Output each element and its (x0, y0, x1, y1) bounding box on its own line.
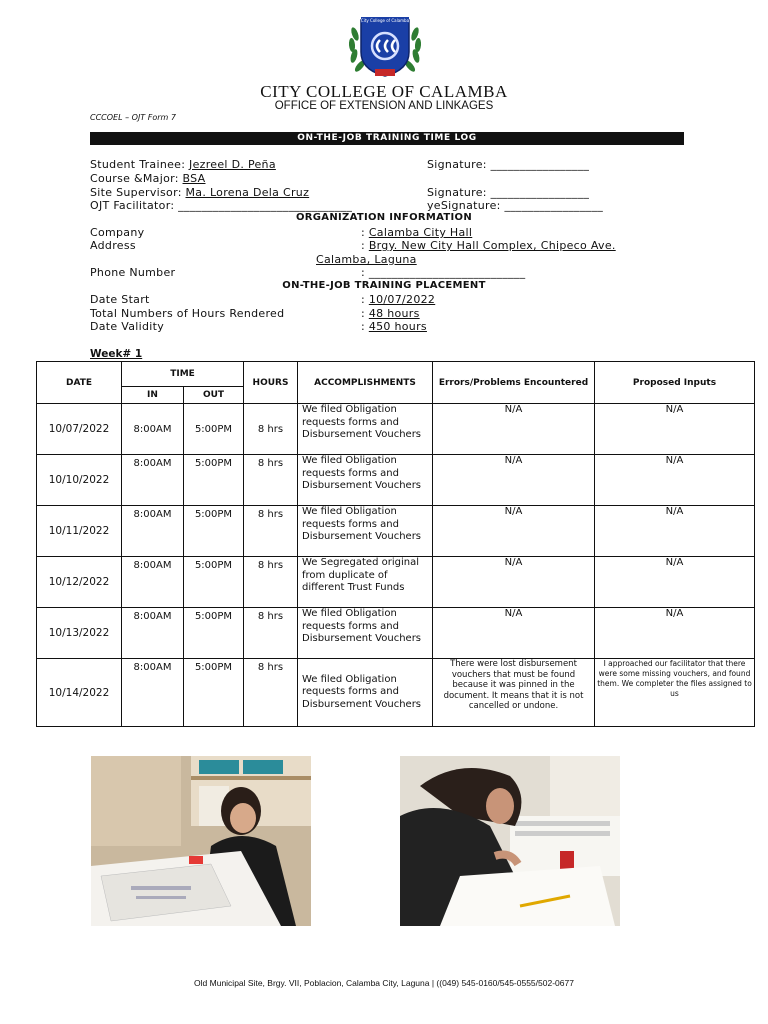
course-label: Course &Major: (90, 172, 179, 185)
student-label: Student Trainee: (90, 158, 186, 171)
phone-value: ___________________________ (368, 266, 526, 279)
date-start-line (361, 293, 435, 306)
supervisor-label: Site Supervisor: (90, 186, 182, 199)
row-out: 5:00PM (184, 455, 244, 506)
row-accomplishment: We Segregated original from duplicate of different Trust Funds (298, 557, 433, 608)
signature-2: Signature: _________________ (427, 186, 590, 199)
row-accomplishment: We filed Obligation requests forms and Disbursement Vouchers (298, 404, 433, 455)
college-name: CITY COLLEGE OF CALAMBA (260, 82, 508, 101)
address-value-2: Calamba, Laguna (316, 253, 417, 266)
table-row (37, 404, 755, 455)
row-inputs: I approached our facilitator that there were some missing vouchers, and found them. We completer the files assigned to us (595, 659, 755, 727)
row-date: 10/11/2022 (37, 506, 122, 557)
row-errors: There were lost disbursement vouchers that must be found because it was pinned in the document. It means that it is not cancelled or undone. (433, 659, 595, 727)
placement-heading: ON-THE-JOB TRAINING PLACEMENT (282, 280, 486, 291)
row-errors: N/A (433, 557, 595, 608)
company-value: Calamba City Hall (368, 226, 473, 239)
hours-label: Total Numbers of Hours Rendered (90, 307, 285, 320)
row-errors: N/A (433, 455, 595, 506)
supervisor-line (90, 186, 309, 199)
row-out: 5:00PM (184, 404, 244, 455)
validity-line (361, 320, 427, 333)
week-label: Week# 1 (90, 348, 143, 360)
row-errors: N/A (433, 506, 595, 557)
student-value: Jezreel D. Peña (189, 158, 276, 171)
photo-trainee-filing (91, 756, 311, 926)
row-hours: 8 hrs (244, 455, 298, 506)
row-out: 5:00PM (184, 506, 244, 557)
row-in: 8:00AM (122, 557, 184, 608)
header-date: DATE (37, 362, 122, 404)
hours-line (361, 307, 420, 320)
signature-1: Signature: _________________ (427, 158, 590, 171)
row-inputs: N/A (595, 404, 755, 455)
table-row (37, 608, 755, 659)
organization-heading: ORGANIZATION INFORMATION (296, 212, 472, 223)
row-date: 10/14/2022 (37, 659, 122, 727)
row-hours: 8 hrs (244, 506, 298, 557)
signature-3: yeSignature: _________________ (427, 199, 604, 212)
row-hours: 8 hrs (244, 659, 298, 727)
row-inputs: N/A (595, 557, 755, 608)
header-time: TIME (122, 362, 244, 387)
company-line (361, 226, 472, 239)
header-accomplishments: ACCOMPLISHMENTS (298, 362, 433, 404)
address-value: Brgy. New City Hall Complex, Chipeco Ave. (368, 239, 616, 252)
header-errors: Errors/Problems Encountered (433, 362, 595, 404)
row-date: 10/12/2022 (37, 557, 122, 608)
phone-label: Phone Number (90, 266, 176, 279)
row-accomplishment: We filed Obligation requests forms and Disbursement Vouchers (298, 455, 433, 506)
colon: : (361, 239, 366, 252)
validity-label: Date Validity (90, 320, 165, 333)
row-in: 8:00AM (122, 404, 184, 455)
photo-trainee-segregating (400, 756, 620, 926)
header-out: OUT (184, 387, 244, 404)
row-in: 8:00AM (122, 506, 184, 557)
course-value: BSA (182, 172, 206, 185)
header-hours: HOURS (244, 362, 298, 404)
row-out: 5:00PM (184, 608, 244, 659)
student-trainee-line (90, 158, 276, 171)
row-errors: N/A (433, 404, 595, 455)
supervisor-value: Ma. Lorena Dela Cruz (185, 186, 310, 199)
row-accomplishment: We filed Obligation requests forms and Disbursement Vouchers (298, 608, 433, 659)
row-date: 10/07/2022 (37, 404, 122, 455)
colon: : (361, 293, 366, 306)
phone-line (361, 266, 525, 279)
time-log-table (36, 361, 755, 727)
validity-value: 450 hours (368, 320, 427, 333)
table-row (37, 455, 755, 506)
date-start-label: Date Start (90, 293, 150, 306)
row-errors: N/A (433, 608, 595, 659)
row-inputs: N/A (595, 506, 755, 557)
row-date: 10/10/2022 (37, 455, 122, 506)
address-label: Address (90, 239, 136, 252)
row-in: 8:00AM (122, 608, 184, 659)
row-accomplishment: We filed Obligation requests forms and Disbursement Vouchers (298, 506, 433, 557)
form-number: CCCOEL – OJT Form 7 (90, 113, 176, 122)
row-in: 8:00AM (122, 659, 184, 727)
logo-text: City College of Calamba (360, 18, 410, 23)
row-hours: 8 hrs (244, 404, 298, 455)
row-in: 8:00AM (122, 455, 184, 506)
company-label: Company (90, 226, 145, 239)
facilitator-value: ______________________________ (178, 199, 353, 212)
facilitator-line (90, 199, 352, 212)
table-row (37, 659, 755, 727)
banner-title: ON-THE-JOB TRAINING TIME LOG (90, 132, 684, 145)
row-hours: 8 hrs (244, 557, 298, 608)
header-in: IN (122, 387, 184, 404)
hours-value: 48 hours (368, 307, 420, 320)
colon: : (361, 320, 366, 333)
college-logo (343, 14, 427, 80)
row-out: 5:00PM (184, 557, 244, 608)
table-row (37, 506, 755, 557)
row-inputs: N/A (595, 608, 755, 659)
facilitator-label: OJT Facilitator: (90, 199, 175, 212)
colon: : (361, 266, 366, 279)
address-line (361, 239, 616, 252)
header-inputs: Proposed Inputs (595, 362, 755, 404)
row-hours: 8 hrs (244, 608, 298, 659)
date-start-value: 10/07/2022 (368, 293, 436, 306)
colon: : (361, 307, 366, 320)
table-row (37, 557, 755, 608)
row-inputs: N/A (595, 455, 755, 506)
course-line (90, 172, 206, 185)
row-accomplishment: We filed Obligation requests forms and Disbursement Vouchers (298, 659, 433, 727)
row-date: 10/13/2022 (37, 608, 122, 659)
office-name: OFFICE OF EXTENSION AND LINKAGES (274, 100, 494, 112)
colon: : (361, 226, 366, 239)
footer-address: Old Municipal Site, Brgy. VII, Poblacion, Calamba City, Laguna | ((049) 545-0160/545-0555/502-0677 (194, 978, 574, 988)
row-out: 5:00PM (184, 659, 244, 727)
